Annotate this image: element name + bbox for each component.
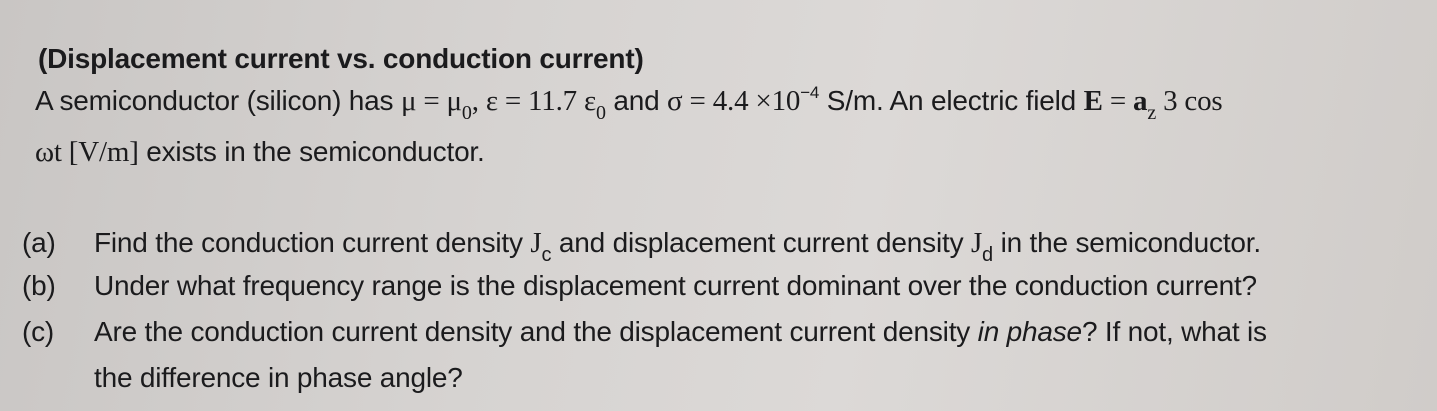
comma: , <box>471 85 486 117</box>
mu-equation: μ = μ <box>400 85 462 117</box>
question-text: Under what frequency range is the displacement current dominant over the conduction current? <box>94 270 1257 301</box>
equals-sign: = <box>1102 85 1134 117</box>
intro-text-1: A semiconductor (silicon) has <box>35 85 401 116</box>
mu-subscript: 0 <box>461 102 472 124</box>
question-a-text-1: Find the conduction current density <box>94 227 531 258</box>
unit-vector-symbol: a <box>1133 85 1148 117</box>
cosine-term: 3 cos <box>1156 85 1223 117</box>
sigma-equation: σ = 4.4 ×10 <box>667 85 801 117</box>
unit-label: [V/m] <box>68 136 139 168</box>
electric-field-symbol: E <box>1083 85 1103 117</box>
omega-t: ωt <box>35 136 69 168</box>
problem-statement-line-2 <box>35 135 485 169</box>
sigma-exponent: −4 <box>800 83 820 102</box>
jc-subscript: c <box>541 244 552 266</box>
problem-title: (Displacement current vs. conduction current) <box>38 43 644 74</box>
in-phase-emphasis: in phase <box>977 316 1082 347</box>
question-text <box>94 226 1261 266</box>
epsilon-subscript: 0 <box>595 102 606 124</box>
question-label: (b) <box>22 270 56 301</box>
question-a-text-3: in the semiconductor. <box>992 227 1261 258</box>
question-c-continuation: the difference in phase angle? <box>94 362 463 393</box>
jd-subscript: d <box>982 244 993 266</box>
question-text <box>94 315 1267 349</box>
jc-symbol: J <box>530 227 542 259</box>
intro-text-4: exists in the semiconductor. <box>138 136 485 167</box>
question-a-text-2: and displacement current density <box>551 227 971 258</box>
question-label: (a) <box>22 227 56 258</box>
jd-symbol: J <box>970 227 983 259</box>
intro-text-2: and <box>605 85 668 116</box>
question-c-text-2: ? If not, what is <box>1081 316 1267 347</box>
unit-vector-subscript: z <box>1147 102 1157 124</box>
question-label: (c) <box>22 316 55 347</box>
question-c-text-1: Are the conduction current density and the displacement current density <box>94 316 978 347</box>
epsilon-equation: ε = 11.7 ε <box>485 85 596 117</box>
intro-text-3: S/m. An electric field <box>819 85 1084 116</box>
problem-statement-line-1 <box>35 84 1223 122</box>
